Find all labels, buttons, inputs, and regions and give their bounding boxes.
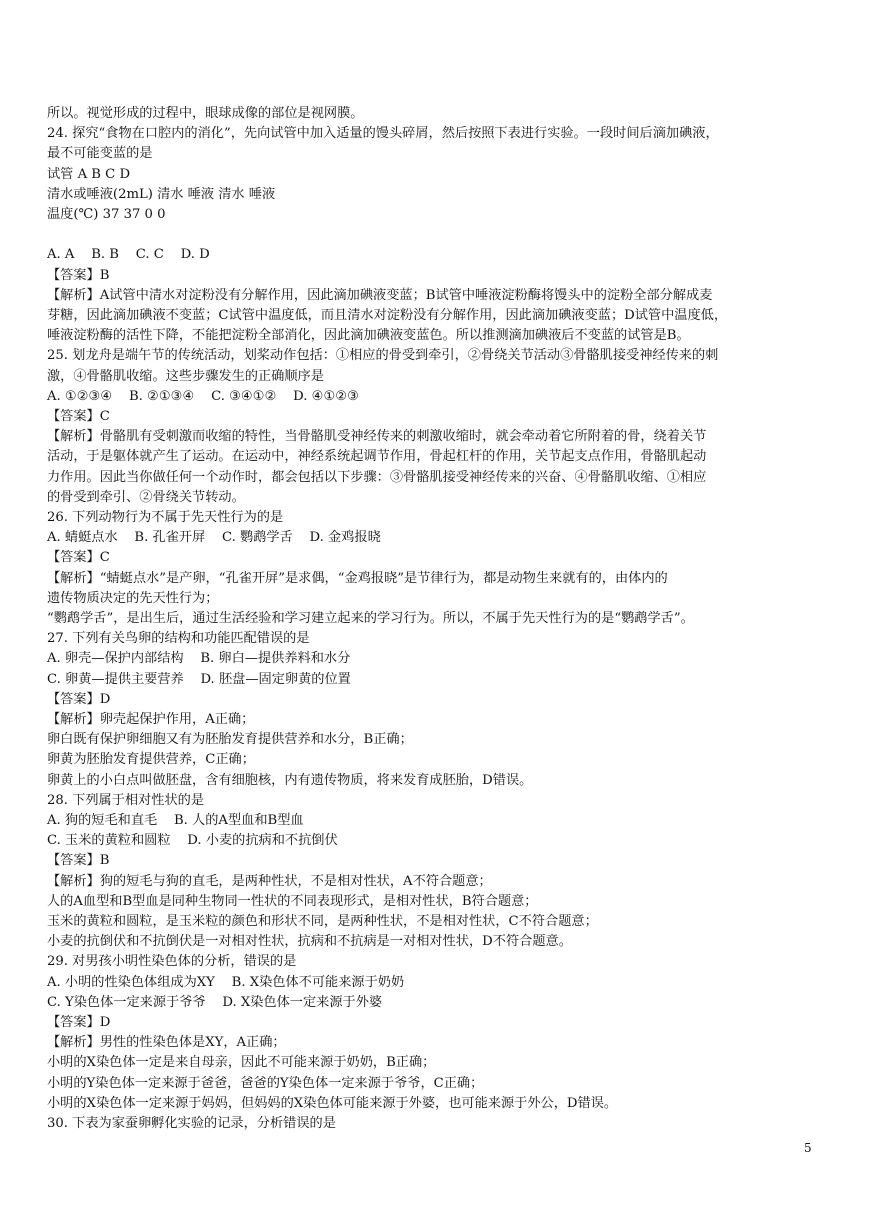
text-line: 卵黄上的小白点叫做胚盘，含有细胞核，内有遗传物质，将来发育成胚胎，D错误。 <box>47 772 533 788</box>
page-number: 5 <box>804 1141 812 1155</box>
text-line: 【解析】男性的性染色体是XY，A正确； <box>47 1035 286 1051</box>
text-line: 遗传物质决定的先天性行为； <box>47 590 219 606</box>
text-line: 【答案】B <box>47 853 110 869</box>
text-line: 【答案】C <box>47 409 110 424</box>
text-line: 【解析】骨骼肌有受刺激而收缩的特性，当骨骼肌受神经传来的刺激收缩时，就会牵动着它所附着的骨，绕着关节 <box>47 429 707 445</box>
text-line: 24. 探究“食物在口腔内的消化”，先向试管中加入适量的馒头碎屑，然后按照下表进行实验。一段时间后滴加碘液， <box>47 126 719 142</box>
text-line: 温度(℃) 37 37 0 0 <box>47 207 166 222</box>
text-line: A. 卵壳—保护内部结构 B. 卵白—提供养料和水分 <box>47 651 351 667</box>
text-line: 【解析】“蜻蜓点水”是产卵，“孔雀开屏”是求偶，“金鸡报晓”是节律行为，都是动物生来就有的，由体内的 <box>47 570 668 586</box>
text-line: C. 卵黄—提供主要营养 D. 胚盘—固定卵黄的位置 <box>47 671 351 687</box>
text-line: 30. 下表为家蚕卵孵化实验的记录，分析错误的是 <box>47 1116 336 1131</box>
text-line: 的骨受到牵引、②骨绕关节转动。 <box>47 489 245 505</box>
text-line: 玉米的黄粒和圆粒，是玉米粒的颜色和形状不同，是两种性状，不是相对性状，C不符合题意； <box>47 914 598 929</box>
text-line: A. 狗的短毛和直毛 B. 人的A型血和B型血 <box>47 813 304 828</box>
text-line: A. A B. B C. C D. D <box>47 247 210 263</box>
text-line: 小麦的抗倒伏和不抗倒伏是一对相对性状，抗病和不抗病是一对相对性状，D不符合题意。 <box>47 934 572 950</box>
text-line: 【解析】卵壳起保护作用，A正确； <box>47 712 255 727</box>
text-line: 力作用。因此当你做任何一个动作时，都会包括以下步骤：③骨骼肌接受神经传来的兴奋、④骨骼肌收缩、①相应 <box>47 469 707 485</box>
text-line: 卵黄为胚胎发育提供营养，C正确； <box>47 752 255 768</box>
text-line: 小明的Y染色体一定来源于爸爸，爸爸的Y染色体一定来源于爷爷，C正确； <box>47 1075 484 1091</box>
text-line: 【解析】A试管中清水对淀粉没有分解作用，因此滴加碘液变蓝；B试管中唾液淀粉酶将馒头中的淀粉全部分解成麦 <box>47 287 713 303</box>
text-line: A. 小明的性染色体组成为XY B. X染色体不可能来源于奶奶 <box>47 974 405 990</box>
text-line: 28. 下列属于相对性状的是 <box>47 792 205 808</box>
text-line: 芽糖，因此滴加碘液不变蓝；C试管中温度低，而且清水对淀粉没有分解作用，因此滴加碘液变蓝；D试管中温度低， <box>47 308 728 323</box>
text-line: 卵白既有保护卵细胞又有为胚胎发育提供营养和水分，B正确； <box>47 732 413 748</box>
text-line: A. ①②③④ B. ②①③④ C. ③④①② D. ④①②③ <box>47 388 359 404</box>
text-line: 小明的X染色体一定是来自母亲，因此不可能来源于奶奶，B正确； <box>47 1055 436 1071</box>
text-line: 【解析】狗的短毛与狗的直毛，是两种性状，不是相对性状，A不符合题意； <box>47 873 492 889</box>
text-line: A. 蜻蜓点水 B. 孔雀开屏 C. 鹦鹉学舌 D. 金鸡报晓 <box>47 530 381 546</box>
text-line: C. Y染色体一定来源于爷爷 D. X染色体一定来源于外婆 <box>47 994 383 1010</box>
text-line: “鹦鹉学舌”，是出生后，通过生活经验和学习建立起来的学习行为。所以，不属于先天性行为的是“鹦鹉学舌”。 <box>47 611 694 626</box>
text-line: 26. 下列动物行为不属于先天性行为的是 <box>47 510 284 525</box>
text-line: C. 玉米的黄粒和圆粒 D. 小麦的抗病和不抗倒伏 <box>47 833 338 849</box>
text-line: 【答案】D <box>47 1015 111 1030</box>
text-line: 25. 划龙舟是端午节的传统活动，划桨动作包括：①相应的骨受到牵引，②骨绕关节活动③骨骼肌接受神经传来的刺 <box>47 348 719 364</box>
text-line: 小明的X染色体一定来源于妈妈，但妈妈的X染色体可能来源于外婆，也可能来源于外公，D错误。 <box>47 1095 618 1111</box>
text-line: 清水或唾液(2mL) 清水 唾液 清水 唾液 <box>47 186 276 202</box>
text-line: 29. 对男孩小明性染色体的分析，错误的是 <box>47 954 297 970</box>
text-line: 27. 下列有关鸟卵的结构和功能匹配错误的是 <box>47 631 310 647</box>
text-line: 激，④骨骼肌收缩。这些步骤发生的正确顺序是 <box>47 368 324 384</box>
text-line: 【答案】C <box>47 550 110 566</box>
text-line: 唾液淀粉酶的活性下降，不能把淀粉全部消化，因此滴加碘液变蓝色。所以推测滴加碘液后不变蓝的试管是B。 <box>47 328 690 344</box>
text-line: 【答案】D <box>47 691 111 707</box>
text-line: 所以。视觉形成的过程中，眼球成像的部位是视网膜。 <box>47 106 364 121</box>
text-line: 最不可能变蓝的是 <box>47 146 153 162</box>
text-line: 人的A血型和B型血是同种生物同一性状的不同表现形式，是相对性状，B符合题意； <box>47 893 538 909</box>
text-line: 【答案】B <box>47 267 110 283</box>
text-line: 试管 A B C D <box>47 166 131 182</box>
text-line: 活动，于是躯体就产生了运动。在运动中，神经系统起调节作用，骨起杠杆的作用，关节起支点作用，骨骼肌起动 <box>47 449 707 465</box>
